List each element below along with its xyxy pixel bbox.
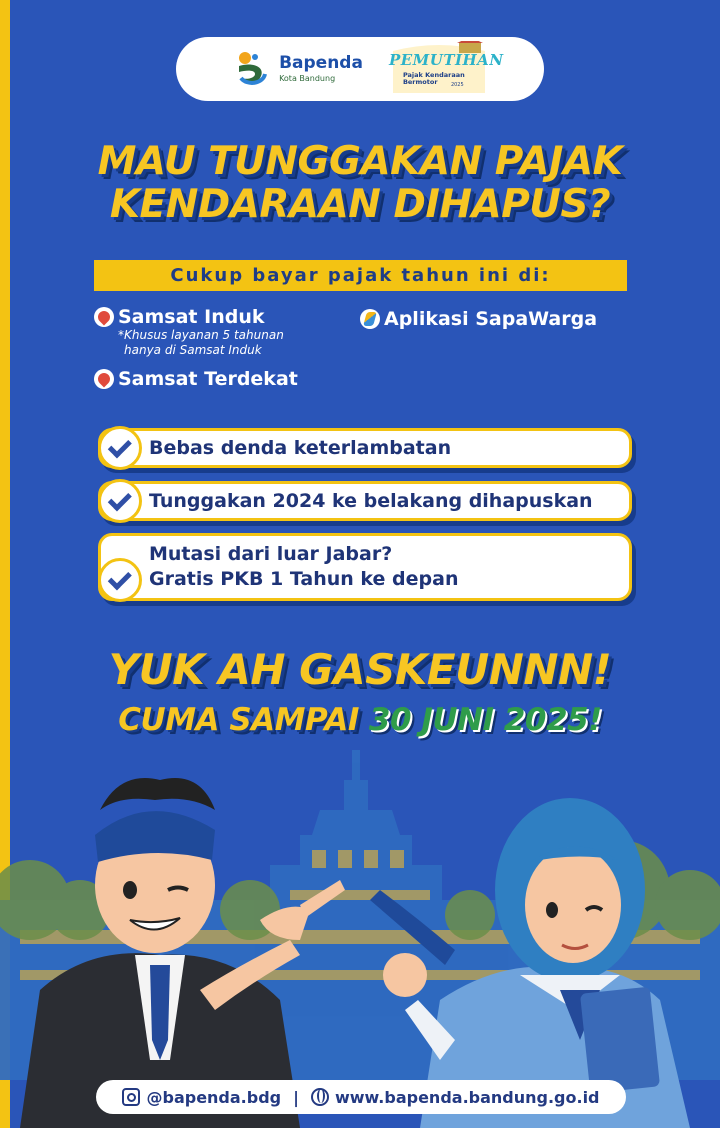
illustration-scene [0, 740, 720, 1128]
samsat-induk-note [118, 328, 284, 358]
pemutihan-badge-icon [389, 41, 489, 97]
checkmark-icon [98, 479, 142, 523]
cta-headline: YUK AH GASKEUNNN! [108, 645, 612, 694]
benefit-item [98, 481, 632, 521]
cta-deadline-date: 30 JUNI 2025! [368, 702, 602, 738]
brand-name: Bapenda [279, 53, 363, 73]
globe-icon [311, 1088, 329, 1106]
location-label: Aplikasi SapaWarga [384, 308, 598, 330]
location-samsat-terdekat [94, 368, 298, 390]
benefit-item [98, 533, 632, 601]
bapenda-logo [231, 48, 363, 90]
cta-deadline-prefix: CUMA SAMPAI [118, 702, 359, 738]
location-label: Samsat Induk [118, 306, 265, 328]
footer-website[interactable] [311, 1088, 600, 1107]
map-pin-icon [94, 369, 114, 389]
map-pin-icon [94, 307, 114, 327]
footer-contact-bar [96, 1080, 626, 1114]
headline-line2: KENDARAAN DIHAPUS? [109, 182, 611, 227]
sapawarga-app-icon [360, 309, 380, 329]
checkmark-icon [98, 558, 142, 602]
headline-line1: MAU TUNGGAKAN PAJAK [97, 139, 623, 184]
benefit-text-line1: Mutasi dari luar Jabar? [149, 543, 393, 565]
benefit-text: Bebas denda keterlambatan [149, 436, 452, 459]
instagram-icon [122, 1088, 140, 1106]
program-title: PEMUTIHAN [388, 51, 504, 69]
instagram-handle: @bapenda.bdg [146, 1087, 282, 1107]
brand-sub: Kota Bandung [279, 74, 336, 83]
location-label: Samsat Terdekat [118, 368, 298, 390]
bapenda-logo-icon [231, 48, 273, 90]
samsat-induk-note-line2: hanya di Samsat Induk [124, 343, 262, 357]
benefit-item [98, 428, 632, 468]
location-samsat-induk [94, 306, 265, 328]
checkmark-icon [98, 426, 142, 470]
benefit-text-line2: Gratis PKB 1 Tahun ke depan [149, 568, 459, 590]
location-app-sapawarga [360, 308, 597, 330]
program-subtitle-line1: Pajak Kendaraan [402, 71, 465, 79]
headline [40, 140, 680, 226]
header-logo-pill [176, 37, 544, 101]
program-year: 2025 [450, 82, 464, 88]
footer-separator: | [293, 1087, 299, 1107]
benefit-text [149, 542, 458, 592]
samsat-induk-note-line1: *Khusus layanan 5 tahunan [118, 328, 284, 342]
footer-instagram[interactable] [122, 1088, 281, 1107]
subtitle-bar: Cukup bayar pajak tahun ini di: [94, 260, 627, 291]
program-subtitle-line2: Bermotor [402, 77, 438, 86]
website-url: www.bapenda.bandung.go.id [334, 1087, 600, 1107]
benefit-text: Tunggakan 2024 ke belakang dihapuskan [149, 489, 593, 512]
cta-deadline [70, 702, 650, 738]
pemutihan-logo [388, 41, 504, 97]
